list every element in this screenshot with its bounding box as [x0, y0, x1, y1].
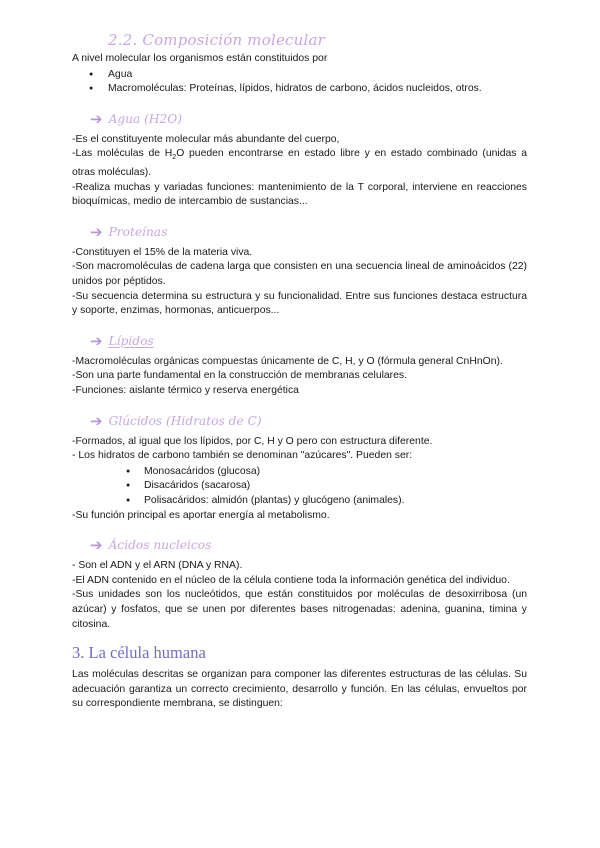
text-fragment: O pueden encontrarse en estado libre y en estado combinado (unidas a otras moléculas).: [72, 148, 527, 179]
paragraph-line: -Son una parte fundamental en la construcción de membranas celulares.: [72, 370, 408, 382]
paragraph-line: -Su función principal es aportar energía al metabolismo.: [72, 509, 330, 521]
subheading-acidos: [90, 535, 527, 555]
subheading-text: Lípidos: [108, 333, 154, 348]
paragraph-line: -Son macromoléculas de cadena larga que consisten en una secuencia lineal de aminoácidos (22) unidos por péptidos.: [72, 261, 527, 288]
paragraph-line: - Los hidratos de carbono también se denominan "azúcares". Pueden ser:: [72, 450, 413, 462]
subheading-proteinas: [90, 222, 527, 242]
subheading-text: Ácidos nucleicos: [108, 538, 212, 553]
subheading-text: Proteínas: [108, 224, 168, 239]
paragraph-line: [72, 147, 527, 180]
paragraph-line: -Macromoléculas orgánicas compuestas únicamente de C, H, y O (fórmula general CnHnOn).: [72, 355, 503, 367]
heading-celula-humana: 3. La célula humana: [72, 643, 206, 663]
paragraph: Las moléculas descritas se organizan para componer las diferentes estructuras de las células. Su adecuación garantiza un correcto crecimiento, desarrollo y función. En las células, envueltos por su correspondiente membrana, se distinguen:: [72, 669, 527, 710]
list-item: ● Disacáridos (sacarosa): [72, 479, 527, 494]
list-item: ● Polisacáridos: almidón (plantas) y glucógeno (animales).: [72, 494, 527, 509]
arrow-right-icon: ➔: [90, 331, 103, 350]
list-item: ● Macromoléculas: Proteínas, lípidos, hidratos de carbono, ácidos nucleidos, otros.: [72, 82, 527, 97]
document-page: [72, 28, 527, 712]
paragraph-line: -Es el constituyente molecular más abundante del cuerpo,: [72, 133, 340, 145]
arrow-right-icon: ➔: [90, 411, 103, 430]
paragraph-line: -Formados, al igual que los lípidos, por C, H y O pero con estructura diferente.: [72, 435, 433, 447]
list-item: ● Agua: [72, 68, 527, 83]
intro-text: A nivel molecular los organismos están constituidos por: [72, 53, 328, 64]
subscript: 2: [172, 154, 177, 162]
paragraph-line: -El ADN contenido en el núcleo de la célula contiene toda la información genética del individuo.: [72, 574, 510, 586]
paragraph-line: -Sus unidades son los nucleótidos, que están constituidos por moléculas de desoxirribosa (un azúcar) y fosfatos, que se unen por diferentes bases nitrogenadas: adenina, guanina, timina y citosina.: [72, 589, 527, 630]
subheading-text: Glúcidos (Hidratos de C): [108, 413, 262, 428]
section-title: 2.2. Composición molecular: [108, 31, 326, 49]
list-item: ● Monosacáridos (glucosa): [72, 465, 527, 480]
paragraph-line: -Su secuencia determina su estructura y su funcionalidad. Entre sus funciones destaca estructura y soporte, enzimas, hormonas, anticuerpos...: [72, 290, 527, 317]
paragraph-line: -Realiza muchas y variadas funciones: mantenimiento de la T corporal, interviene en reacciones bioquímicas, medio de intercambio de sustancias...: [72, 181, 527, 208]
glucidos-bullet-list: [72, 465, 527, 509]
arrow-right-icon: ➔: [90, 109, 103, 128]
arrow-right-icon: ➔: [90, 536, 103, 555]
subheading-glucidos: [90, 411, 527, 431]
subheading-agua: [90, 109, 527, 129]
text-fragment: -Las moléculas de H: [72, 148, 173, 160]
paragraph-line: -Funciones: aislante térmico y reserva energética: [72, 384, 299, 396]
intro-bullet-list: [72, 68, 527, 97]
paragraph-line: -Constituyen el 15% de la materia viva.: [72, 246, 253, 258]
arrow-right-icon: ➔: [90, 222, 103, 241]
paragraph-line: - Son el ADN y el ARN (DNA y RNA).: [72, 560, 243, 572]
subheading-lipidos: [90, 331, 527, 351]
subheading-text: Agua (H2O): [108, 111, 183, 126]
